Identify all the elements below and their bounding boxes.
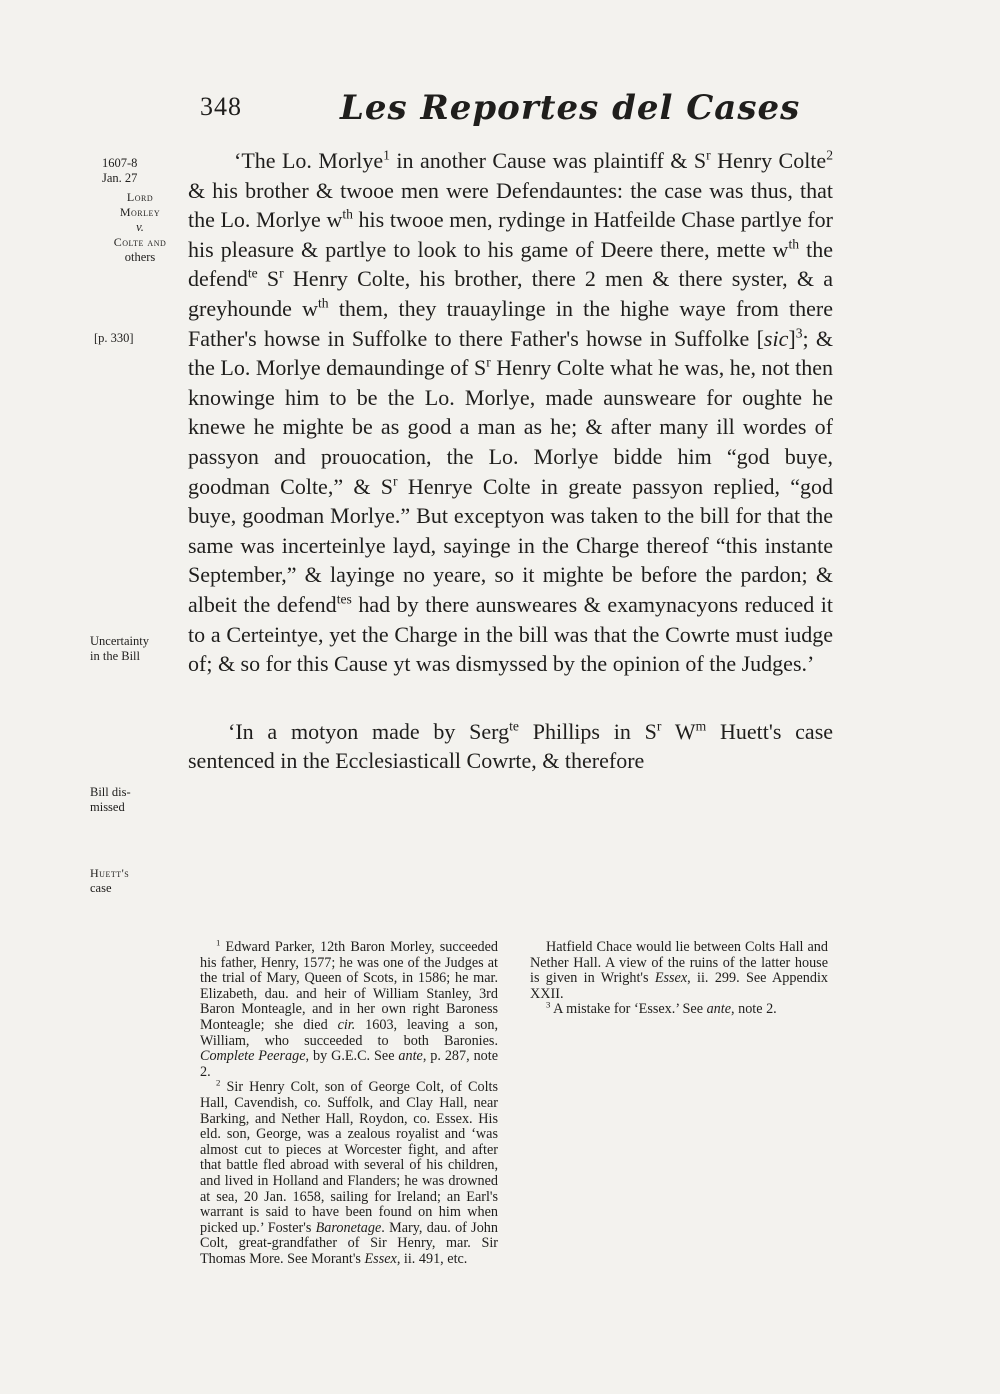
paragraph-morley-case: ‘The Lo. Morlye$^1$ in another Cause was plaintiff & $S^r$ Henry Colte$^2$ & his brother & twooe men were Defendauntes: the case was thus, that the Lo. Morlye $w^{th}$ his twooe men, rydinge in Hatfeilde Chase partlye for his pleasure & partlye to look to his game of Deere there, mette $w^{th}$ the defend$^{te}$ $S^r$ Henry Colte, his brother, there 2 men & there syster, & a greyhounde $w^{th}$ them, they trauaylinge in the highe waye from there Father's howse in Suffolke to there Father's howse in Suffolke [sic]$^3$; & the Lo. Morlye demaundinge of $S^r$ Henry Colte what he was, he, not then knowinge him to be the Lo. Morlye, made aunsweare for oughte he knewe he mighte be as good a man as he; & after many ill wordes of passyon and prouocation, the Lo. Morlye bidde him “god buye, goodman Colte,” & $S^r$ Henrye Colte in greate passyon replied, “god buye, goodman Morlye.” But exceptyon was taken to the bill for that the same was incerteinlye layd, sayinge in the Charge thereof “this instante September,” & layinge no yeare, so it mighte be before the pardon; & albeit the defend$^{tes}$ had by there aunsweares & examynacyons reduced it to a Certeintye, yet the Charge in the bill was that the Cowrte must iudge of; & so for this Cause yt was dismyssed by the opinion of the Judges.’: [188, 147, 833, 677]
margin-case-lord-morley: Lord Morley v. Colte and others: [113, 190, 167, 264]
paragraph-huett-case: ‘In a motyon made by Serg$^{te}$ Phillips in $S^r$ $W^m$ Huett's case sentenced in the Ecclesiasticall Cowrte, & therefore: [188, 718, 834, 774]
footnote-3: $^3$ A mistake for ‘Essex.’ See ante, note 2.: [546, 999, 777, 1018]
footnotes-left-column: [200, 937, 499, 1267]
margin-page-ref: [p. 330]: [94, 331, 134, 345]
page-number: 348: [200, 92, 242, 121]
footnote-1: $^1$ Edward Parker, 12th Baron Morley, succeeded his father, Henry, 1577; he was one of the Judges at the trial of Mary, Queen of Scots, in 1586; he mar. Elizabeth, dau. and heir of William Stanley, 3rd Baron Monteagle, and in her own right Baroness Monteagle; she died cir. 1603, leaving a son, William, who succeeded to both Baronies. Complete Peerage, by G.E.C. See ante, p. 287, note 2.: [200, 937, 499, 1080]
footnote-2-continued: Hatfield Chace would lie between Colts Hall and Nether Hall. A view of the ruins of the latter house is given in Wright's Essex, ii. 299. See Appendix XXII.: [530, 939, 828, 1002]
margin-huett-case: Huett's case: [90, 866, 130, 895]
margin-bill-dismissed: Bill dis- missed: [90, 785, 131, 814]
main-text: [188, 146, 833, 776]
footnote-2: $^2$ Sir Henry Colt, son of George Colt, of Colts Hall, Cavendish, co. Suffolk, and Clay Hall, near Barking, and Nether Hall, Roydon, co. Essex. His eld. son, George, was a zealous royalist and ‘was almost cut to pieces at Worcester fight, and after that battle fled abroad with several of his children, and lived in Holland and Flanders; he was drowned at sea, 20 Jan. 1658, sailing for Ireland; an Earl's warrant is said to have been found on him when picked up.’ Foster's Baronetage. Mary, dau. of John Colt, great-grandfather of Sir Henry, mar. Sir Thomas More. See Morant's Essex, ii. 491, etc.: [200, 1077, 498, 1267]
margin-uncertainty: Uncertainty in the Bill: [90, 634, 150, 663]
running-title: Les Reportes del Cases: [340, 88, 801, 128]
margin-date: 1607-8 Jan. 27: [102, 156, 138, 185]
page-header: [0, 88, 1000, 138]
footnotes: [200, 937, 828, 1267]
footnotes-right-column: [530, 940, 828, 1267]
